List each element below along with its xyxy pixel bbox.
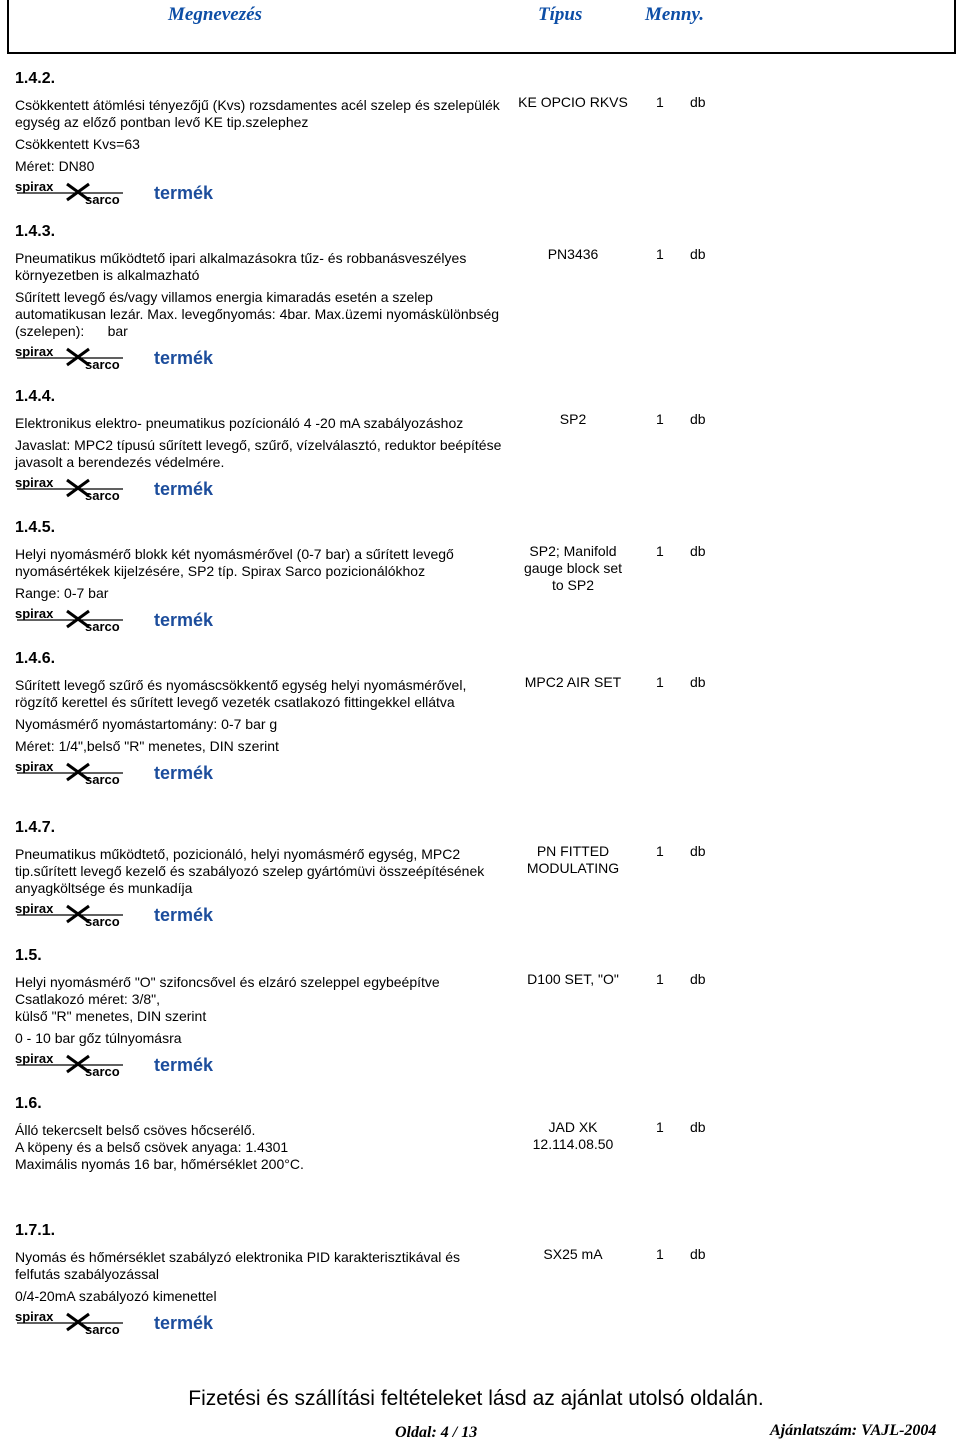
- item-qty: 1: [656, 843, 664, 859]
- item-desc: Nyomásmérő nyomástartomány: 0-7 bar g: [15, 716, 278, 732]
- brand-row: [15, 607, 505, 637]
- item-desc: Méret: DN80: [15, 158, 95, 174]
- item-1-4-6: [15, 650, 505, 790]
- item-type: PN FITTED MODULATING: [526, 843, 620, 876]
- item-desc: Elektronikus elektro- pneumatikus pozícionáló 4 -20 mA szabályozáshoz: [15, 415, 464, 431]
- item-unit: db: [690, 411, 706, 427]
- item-qty: 1: [656, 1119, 664, 1135]
- svg-text:sarco: sarco: [85, 192, 120, 206]
- footer-note: Fizetési és szállítási feltételeket lásd az ajánlat utolsó oldalán.: [188, 1387, 764, 1410]
- item-unit: db: [690, 94, 706, 110]
- header-qty: Menny.: [645, 4, 704, 25]
- item-desc: Helyi nyomásmérő blokk két nyomásmérővel (0-7 bar) a sűrített levegő nyomásértékek kijelzésére, SP2 típ. Spirax Sarco pozicionálókhoz: [15, 546, 454, 579]
- brand-row: [15, 760, 505, 790]
- brand-row: [15, 345, 505, 375]
- svg-text:spirax: spirax: [15, 902, 54, 916]
- item-number: 1.4.5.: [15, 519, 56, 536]
- item-type: KE OPCIO RKVS: [518, 94, 628, 110]
- item-number: 1.6.: [15, 1095, 42, 1112]
- spirax-sarco-logo: [15, 607, 130, 633]
- item-desc: Csökkentett átömlési tényezőjű (Kvs) rozsdamentes acél szelep és szelepülék egység az előző pontban levő KE tip.szelephez: [15, 97, 500, 130]
- item-unit: db: [690, 971, 706, 987]
- svg-text:spirax: spirax: [15, 476, 54, 490]
- item-unit: db: [690, 843, 706, 859]
- item-desc: Javaslat: MPC2 típusú sűrített levegő, szűrő, vízelválasztó, reduktor beépítése javasolt a berendezés védelmére.: [15, 437, 502, 470]
- item-unit: db: [690, 246, 706, 262]
- item-1-5: [15, 947, 505, 1082]
- brand-row: [15, 1052, 505, 1082]
- item-1-4-3: [15, 223, 505, 375]
- item-desc: 0/4-20mA szabályozó kimenettel: [15, 1288, 217, 1304]
- item-1-4-5: [15, 519, 505, 637]
- item-qty: 1: [656, 94, 664, 110]
- spirax-sarco-logo: [15, 180, 130, 206]
- svg-text:sarco: sarco: [85, 1322, 120, 1336]
- brand-row: [15, 1310, 505, 1340]
- svg-text:spirax: spirax: [15, 1052, 54, 1066]
- spirax-sarco-logo: [15, 1052, 130, 1078]
- brand-row: [15, 476, 505, 506]
- item-type: JAD XK 12.114.08.50: [532, 1119, 614, 1152]
- item-desc: Sűrített levegő szűrő és nyomáscsökkentő egység helyi nyomásmérővel, rögzítő kerettel és sűrített levegő vezeték csatlakozó fittingekkel ellátva: [15, 677, 467, 710]
- offer-number: Ajánlatszám: VAJL-2004: [770, 1422, 937, 1439]
- termek-link[interactable]: termék: [154, 1055, 214, 1075]
- item-number: 1.4.6.: [15, 650, 56, 667]
- item-qty: 1: [656, 411, 664, 427]
- termek-link[interactable]: termék: [154, 183, 214, 203]
- item-desc: Nyomás és hőmérséklet szabályzó elektronika PID karakterisztikával és felfutás szabályozással: [15, 1249, 461, 1282]
- item-type: D100 SET, "O": [527, 971, 619, 987]
- item-type: SP2; Manifold gauge block set to SP2: [523, 543, 623, 593]
- termek-link[interactable]: termék: [154, 763, 214, 783]
- item-number: 1.4.7.: [15, 819, 56, 836]
- item-1-4-2: [15, 70, 505, 210]
- svg-text:sarco: sarco: [85, 488, 120, 502]
- item-type: MPC2 AIR SET: [524, 674, 622, 690]
- svg-text:sarco: sarco: [85, 619, 120, 633]
- item-qty: 1: [656, 246, 664, 262]
- item-desc: Helyi nyomásmérő "O" szifoncsővel és elzáró szeleppel egybeépítve Csatlakozó méret: 3/8", külső "R" menetes, DIN szerint: [15, 974, 440, 1024]
- termek-link[interactable]: termék: [154, 1313, 214, 1333]
- item-number: 1.4.4.: [15, 388, 56, 405]
- item-desc: Pneumatikus működtető, pozicionáló, helyi nyomásmérő egység, MPC2 tip.sűrített levegő kezelő és szabályozó szelep gyártómüvi összeépítésének anyagköltsége és munkadíja: [15, 846, 485, 896]
- header-name: Megnevezés: [168, 4, 262, 25]
- item-type: SP2: [559, 411, 587, 427]
- item-unit: db: [690, 674, 706, 690]
- header-type: Típus: [538, 4, 583, 25]
- item-number: 1.4.2.: [15, 70, 56, 87]
- termek-link[interactable]: termék: [154, 479, 214, 499]
- svg-text:spirax: spirax: [15, 345, 54, 359]
- item-1-4-4: [15, 388, 505, 506]
- svg-text:spirax: spirax: [15, 607, 54, 621]
- spirax-sarco-logo: [15, 345, 130, 371]
- item-desc: Pneumatikus működtető ipari alkalmazásokra tűz- és robbanásveszélyes környezetben is alkalmazható: [15, 250, 467, 283]
- brand-row: [15, 180, 505, 210]
- item-qty: 1: [656, 971, 664, 987]
- item-1-4-7: [15, 819, 505, 932]
- svg-text:sarco: sarco: [85, 357, 120, 371]
- item-1-6: [15, 1095, 505, 1178]
- item-unit: db: [690, 1119, 706, 1135]
- item-qty: 1: [656, 543, 664, 559]
- item-1-7-1: [15, 1222, 505, 1340]
- item-desc: Range: 0-7 bar: [15, 585, 109, 601]
- termek-link[interactable]: termék: [154, 348, 214, 368]
- svg-text:spirax: spirax: [15, 1310, 54, 1324]
- item-unit: db: [690, 1246, 706, 1262]
- item-unit: db: [690, 543, 706, 559]
- spirax-sarco-logo: [15, 902, 130, 928]
- svg-text:spirax: spirax: [15, 180, 54, 194]
- item-desc: Csökkentett Kvs=63: [15, 136, 140, 152]
- item-number: 1.5.: [15, 947, 42, 964]
- svg-text:sarco: sarco: [85, 914, 120, 928]
- svg-text:spirax: spirax: [15, 760, 54, 774]
- item-qty: 1: [656, 1246, 664, 1262]
- item-desc: 0 - 10 bar gőz túlnyomásra: [15, 1030, 182, 1046]
- item-type: PN3436: [547, 246, 599, 262]
- svg-text:sarco: sarco: [85, 1064, 120, 1078]
- item-type: SX25 mA: [543, 1246, 603, 1262]
- page-number: Oldal: 4 / 13: [395, 1424, 478, 1441]
- item-number: 1.4.3.: [15, 223, 56, 240]
- termek-link[interactable]: termék: [154, 905, 214, 925]
- item-desc: Sűrített levegő és/vagy villamos energia kimaradás esetén a szelep automatikusan lezár. Max. levegőnyomás: 4bar. Max.üzemi nyomáskülönbség (szelepen): bar: [15, 289, 503, 339]
- termek-link[interactable]: termék: [154, 610, 214, 630]
- brand-row: [15, 902, 505, 932]
- table-header: [7, 0, 956, 54]
- item-number: 1.7.1.: [15, 1222, 56, 1239]
- item-desc: Álló tekercselt belső csöves hőcserélő. A köpeny és a belső csövek anyaga: 1.4301 Maximális nyomás 16 bar, hőmérséklet 200°C.: [15, 1122, 304, 1172]
- item-qty: 1: [656, 674, 664, 690]
- spirax-sarco-logo: [15, 1310, 130, 1336]
- spirax-sarco-logo: [15, 760, 130, 786]
- svg-text:sarco: sarco: [85, 772, 120, 786]
- spirax-sarco-logo: [15, 476, 130, 502]
- item-desc: Méret: 1/4",belső "R" menetes, DIN szerint: [15, 738, 279, 754]
